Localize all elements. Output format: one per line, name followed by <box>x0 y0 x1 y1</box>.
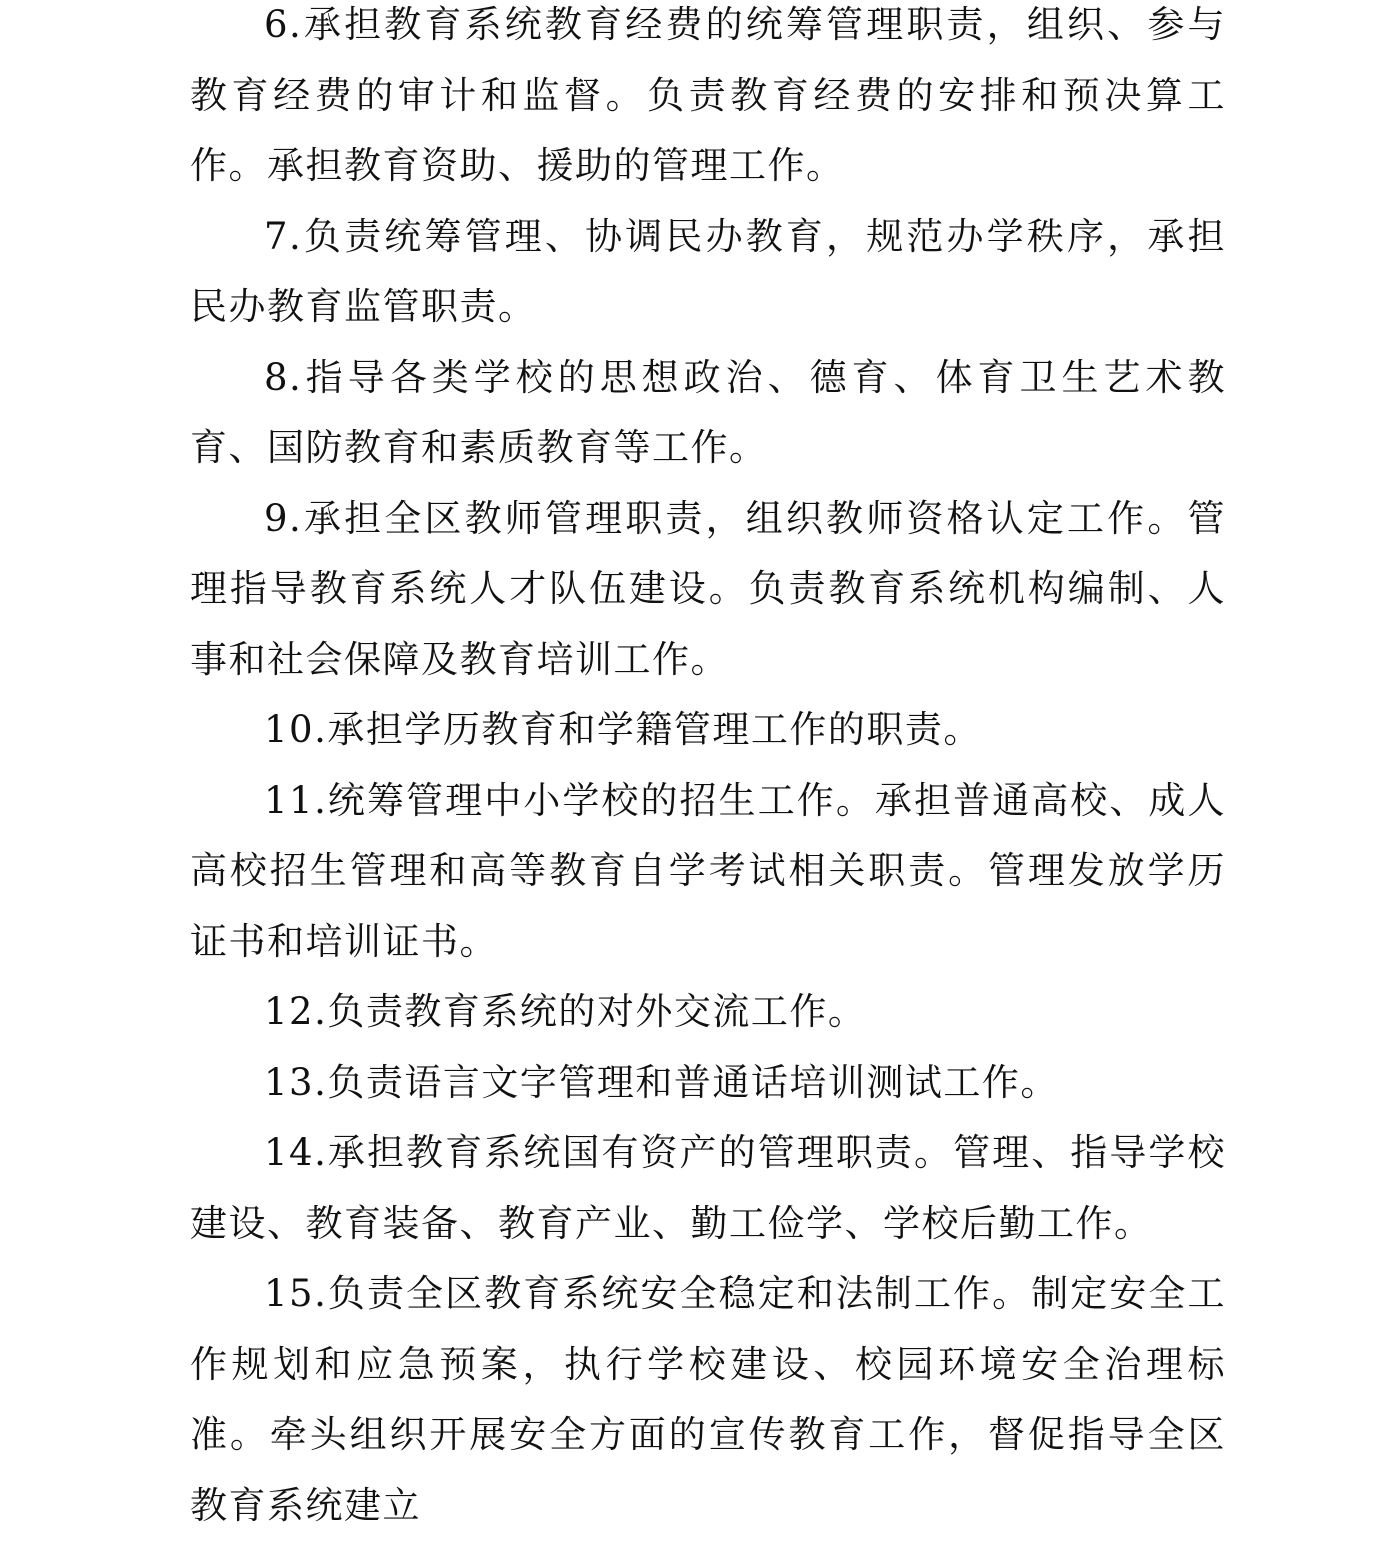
paragraph-item-6: 6.承担教育系统教育经费的统筹管理职责，组织、参与教育经费的审计和监督。负责教育经费的安排和预决算工作。承担教育资助、援助的管理工作。 <box>190 3 1226 187</box>
paragraph-item-11: 11.统筹管理中小学校的招生工作。承担普通高校、成人高校招生管理和高等教育自学考试相关职责。管理发放学历证书和培训证书。 <box>190 778 1226 963</box>
paragraph-item-12: 12.负责教育系统的对外交流工作。 <box>264 990 867 1033</box>
paragraph-item-9: 9.承担全区教师管理职责，组织教师资格认定工作。管理指导教育系统人才队伍建设。负责教育系统机构编制、人事和社会保障及教育培训工作。 <box>190 496 1226 681</box>
paragraph-item-10: 10.承担学历教育和学籍管理工作的职责。 <box>264 708 982 751</box>
paragraph-item-15: 15.负责全区教育系统安全稳定和法制工作。制定安全工作规划和应急预案，执行学校建设、校园环境安全治理标准。牵头组织开展安全方面的宣传教育工作，督促指导全区教育系统建立 <box>190 1272 1226 1527</box>
document-page <box>190 0 1226 1541</box>
paragraph-item-14: 14.承担教育系统国有资产的管理职责。管理、指导学校建设、教育装备、教育产业、勤工俭学、学校后勤工作。 <box>190 1131 1226 1245</box>
paragraph-item-7: 7.负责统筹管理、协调民办教育，规范办学秩序，承担民办教育监管职责。 <box>190 214 1226 328</box>
paragraph-item-8: 8.指导各类学校的思想政治、德育、体育卫生艺术教育、国防教育和素质教育等工作。 <box>190 355 1226 469</box>
paragraph-item-13: 13.负责语言文字管理和普通话培训测试工作。 <box>264 1060 1059 1104</box>
